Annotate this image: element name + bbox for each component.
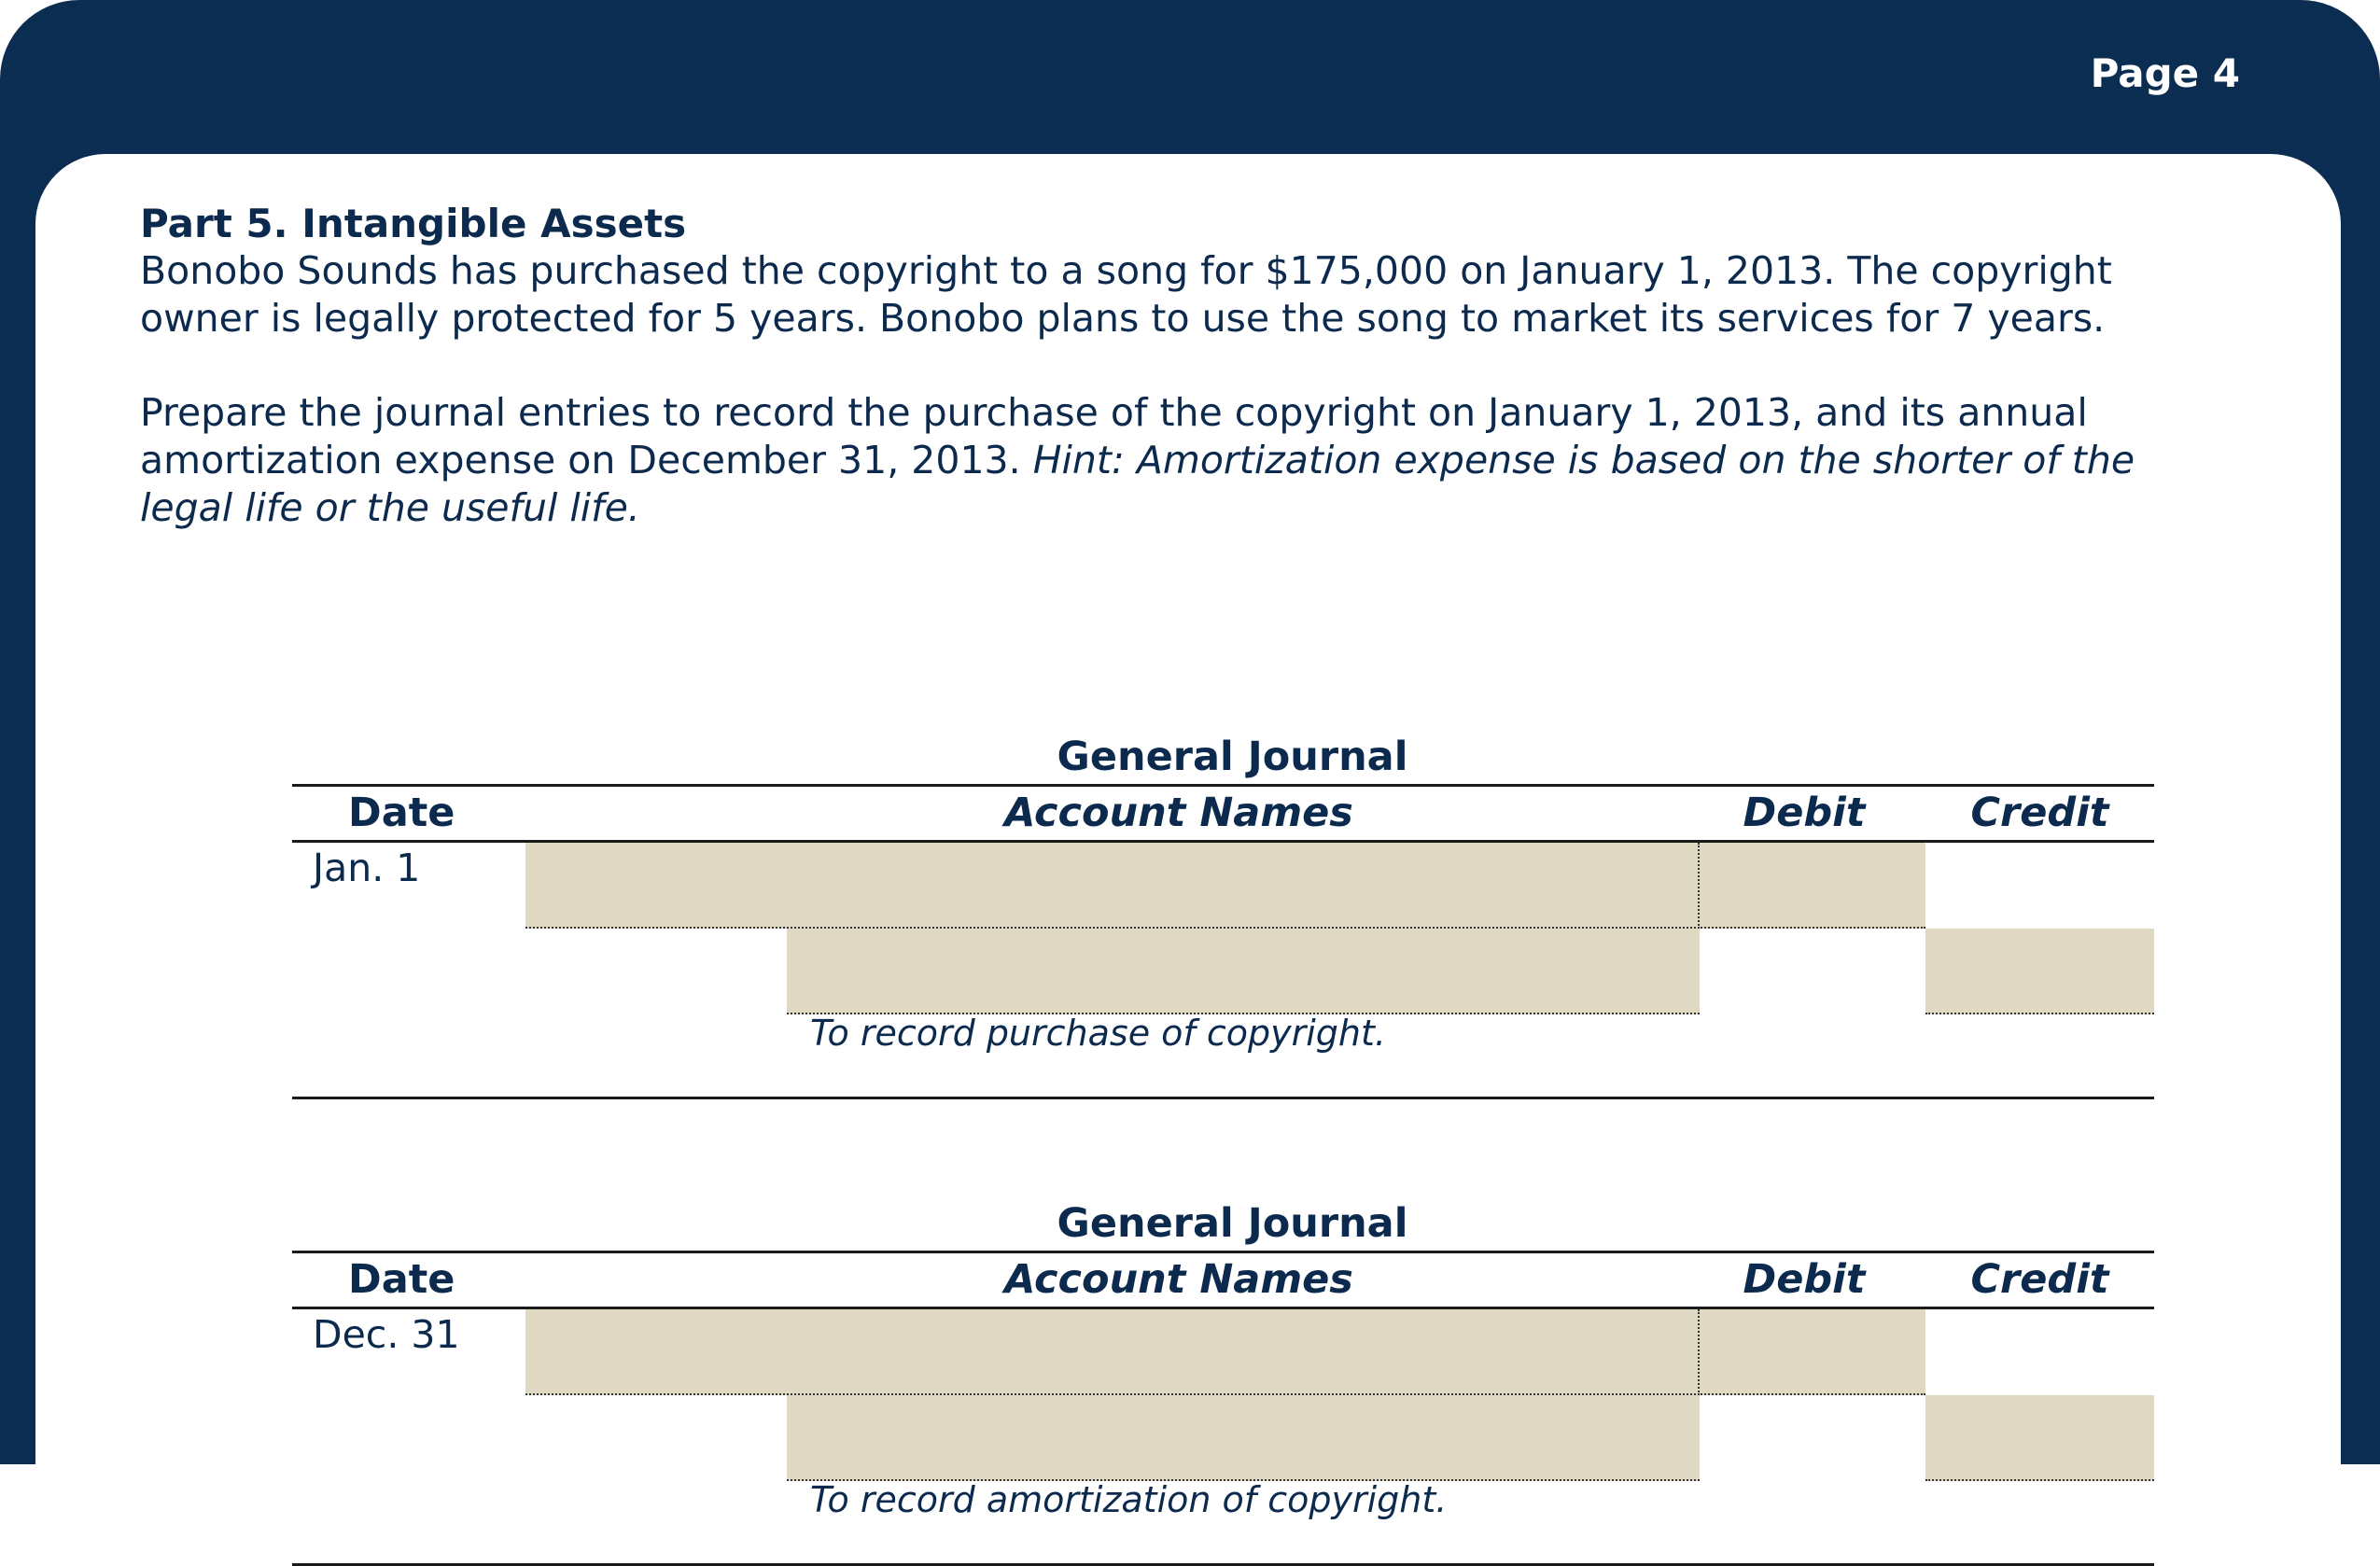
credit-account-input[interactable] [787,1395,1700,1481]
entry-date: Dec. 31 [313,1312,460,1357]
part-title: Part 5. Intangible Assets [140,201,687,246]
paragraph-2-line-2: amortization expense on December 31, 2013. [140,438,1033,482]
credit-amount-input[interactable] [1925,1395,2154,1481]
paragraph-1-line-2: owner is legally protected for 5 years. Bonobo plans to use the song to market its services for 7 years. [140,296,2106,341]
journal-bottom-rule [292,1097,2154,1099]
debit-amount-input[interactable] [1698,1309,1925,1395]
column-header-credit: Credit [1970,790,2109,836]
entry-memo: To record amortization of copyright. [810,1479,1448,1520]
debit-account-input[interactable] [525,843,1700,929]
worksheet [35,154,2341,1520]
column-header-credit: Credit [1970,1256,2109,1303]
column-header-debit: Debit [1743,1256,1866,1303]
problem-text [140,201,2268,532]
credit-account-input[interactable] [787,929,1700,1014]
entry-date: Jan. 1 [313,846,421,890]
credit-amount-input[interactable] [1925,929,2154,1014]
problem-paragraph-1 [140,247,2268,343]
journal-title: General Journal [1057,1200,1408,1247]
column-header-account-names: Account Names [1004,1256,1353,1303]
paragraph-2-line-1: Prepare the journal entries to record the purchase of the copyright on January 1, 2013, and its annual [140,390,2088,435]
column-header-account-names: Account Names [1004,790,1353,836]
column-header-debit: Debit [1743,790,1866,836]
column-header-date: Date [348,1256,455,1303]
hint-text-continued: legal life or the useful life. [140,485,640,530]
column-header-date: Date [348,790,455,836]
page-number: Page 4 [2090,50,2240,96]
problem-paragraph-2 [140,389,2268,532]
paragraph-1-line-1: Bonobo Sounds has purchased the copyright to a song for $175,000 on January 1, 2013. The copyright [140,248,2112,293]
journal-title: General Journal [1057,734,1408,780]
debit-account-input[interactable] [525,1309,1700,1395]
entry-memo: To record purchase of copyright. [810,1013,1386,1054]
hint-text: Hint: Amortization expense is based on the shorter of the [1032,438,2135,482]
debit-amount-input[interactable] [1698,843,1925,929]
